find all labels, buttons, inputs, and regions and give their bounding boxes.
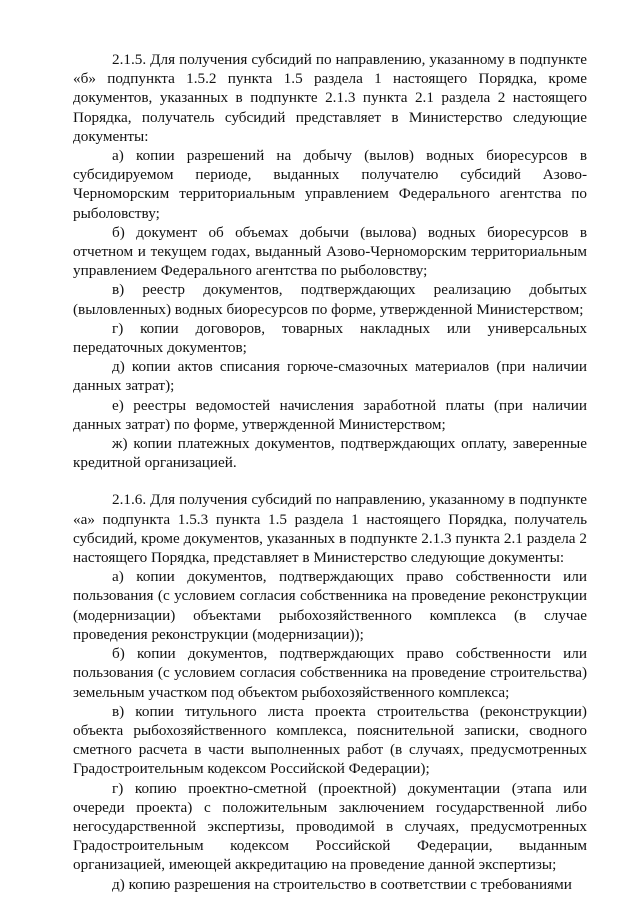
section-2-1-6-item-v: в) копии титульного листа проекта строительства (реконструкции) объекта рыбохозяйственного комплекса, пояснительной записки, сводного сметного расчета в части выполненных работ (в случаях, предусмотренных Градостроительным кодексом Российской Федерации); [73,702,587,778]
section-2-1-5-item-b: б) документ об объемах добычи (вылова) водных биоресурсов в отчетном и текущем годах, выданный Азово-Черноморским территориальным управлением Федерального агентства по рыболовству; [73,223,587,280]
section-2-1-5-item-g: г) копии договоров, товарных накладных или универсальных передаточных документов; [73,319,587,357]
section-2-1-5-item-zh: ж) копии платежных документов, подтверждающих оплату, заверенные кредитной организацией. [73,435,587,472]
section-spacer [73,472,587,490]
section-2-1-6-item-g: г) копию проектно-сметной (проектной) документации (этапа или очереди проекта) с положительным заключением государственной либо негосударственной экспертизы, проводимой в случаях, предусмотренных Градостроительным кодексом Российской Федерации, выданным организацией, имеющей аккредитацию на проведение данной экспертизы; [73,779,587,874]
document-page [73,50,587,894]
section-2-1-6-item-b: б) копии документов, подтверждающих право собственности или пользования (с условием согласия собственника на проведение строительства) земельным участком под объектом рыбохозяйственного комплекса; [73,645,587,701]
section-2-1-5-item-d: д) копии актов списания горюче-смазочных материалов (при наличии данных затрат); [73,358,587,395]
section-2-1-5-item-e: е) реестры ведомостей начисления заработной платы (при наличии данных затрат) по форме, утвержденной Министерством; [73,396,587,433]
section-2-1-6-lead: 2.1.6. Для получения субсидий по направлению, указанному в подпункте «а» подпункта 1.5.3 пункта 1.5 раздела 1 настоящего Порядка, получатель субсидий, кроме документов, указанных в подпункте 2.1.3 пункта 2.1 раздела 2 настоящего Порядка, представляет в Министерство следующие документы: [73,491,587,567]
section-2-1-5-item-a: а) копии разрешений на добычу (вылов) водных биоресурсов в субсидируемом периоде, выданных получателю субсидий Азово-Черноморским территориальным управлением Федерального агентства по рыболовству; [73,147,587,222]
section-2-1-5-lead: 2.1.5. Для получения субсидий по направлению, указанному в подпункте «б» подпункта 1.5.2 пункта 1.5 раздела 1 настоящего Порядка, кроме документов, указанных в подпункте 2.1.3 пункта 2.1 раздела 2 настоящего Порядка, получатель субсидий представляет в Министерство следующие документы: [73,51,587,145]
section-2-1-6-item-a: а) копии документов, подтверждающих право собственности или пользования (с условием согласия собственника на проведение реконструкции (модернизации) объектами рыбохозяйственного комплекса (в случае проведения реконструкции (модернизации)); [73,568,587,643]
section-2-1-6-item-d: д) копию разрешения на строительство в соответствии с требованиями [112,875,572,893]
section-2-1-5-item-v: в) реестр документов, подтверждающих реализацию добытых (выловленных) водных биоресурсов по форме, утвержденной Министерством; [73,281,587,318]
